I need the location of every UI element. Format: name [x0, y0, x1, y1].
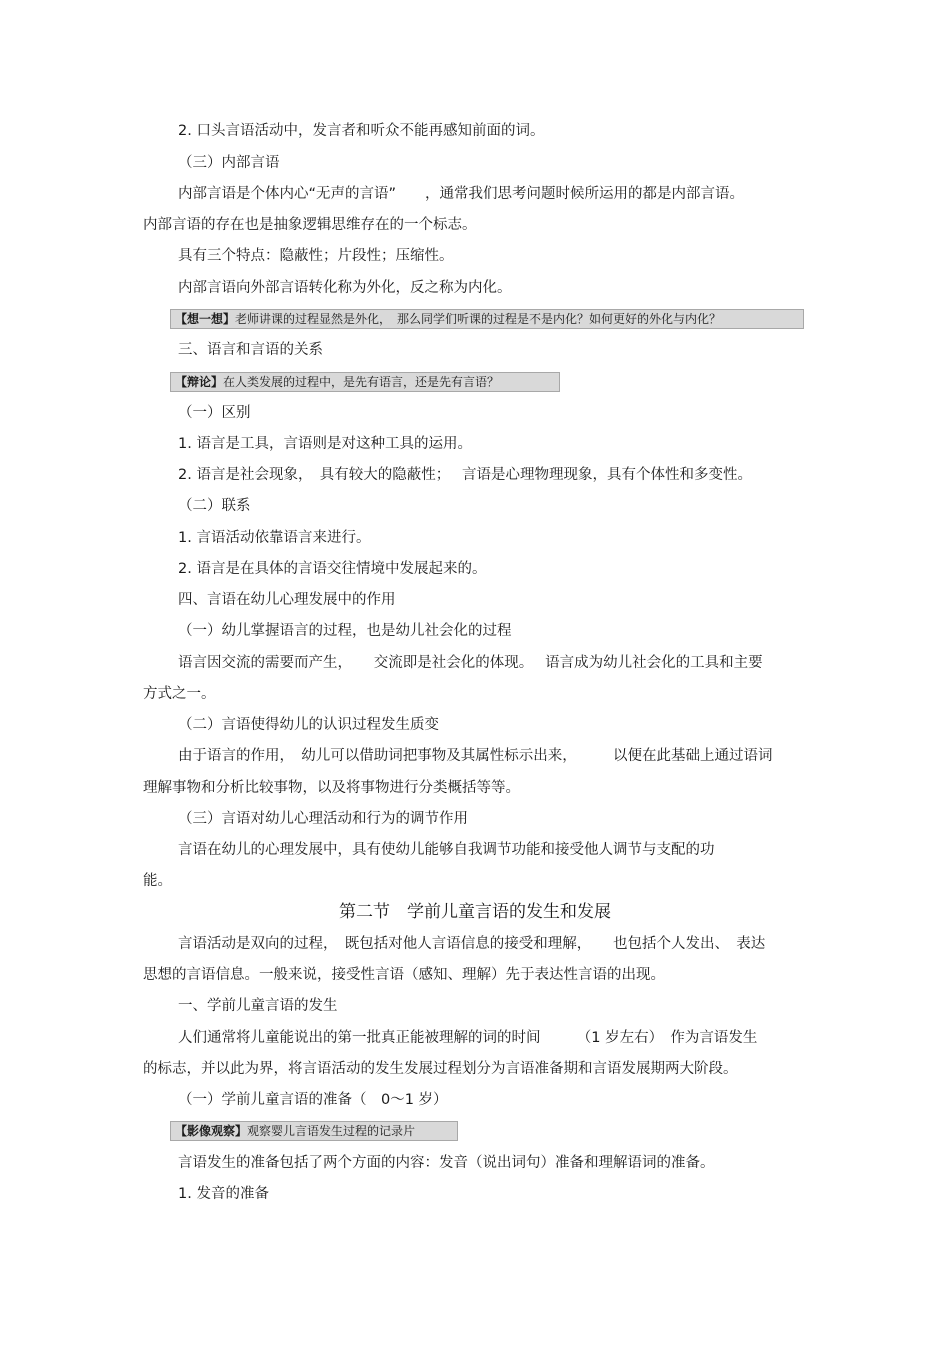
- text-line: 理解事物和分析比较事物，以及将事物进行分类概括等等。: [143, 780, 520, 796]
- heading: 一、学前儿童言语的发生: [178, 998, 338, 1014]
- text-line: 能。: [143, 873, 172, 889]
- text-line: 内部言语的存在也是抽象逻辑思维存在的一个标志。: [143, 217, 477, 233]
- text-line: 言语活动是双向的过程， 既包括对他人言语信息的接受和理解， 也包括个人发出、 表达: [178, 936, 766, 952]
- text-line: 的标志，并以此为界，将言语活动的发生发展过程划分为言语准备期和言语发展期两大阶段。: [143, 1061, 738, 1077]
- subheading: （三）内部言语: [178, 155, 280, 171]
- text-line: 具有三个特点：隐蔽性；片段性；压缩性。: [178, 248, 454, 264]
- callout-tag: 【辩论】: [175, 375, 224, 389]
- debate-callout: [170, 372, 560, 392]
- callout-tag: 【想一想】: [175, 312, 236, 326]
- think-callout: [170, 309, 804, 329]
- text-line: 2. 口头言语活动中，发言者和听众不能再感知前面的词。: [178, 123, 545, 139]
- subheading: （一）学前儿童言语的准备（ 0～1 岁）: [178, 1092, 448, 1108]
- callout-text: 在人类发展的过程中，是先有语言，还是先有言语？: [223, 375, 500, 389]
- subheading: （一）区别: [178, 405, 251, 421]
- subheading: 1. 发音的准备: [178, 1186, 269, 1202]
- callout-text: 老师讲课的过程显然是外化， 那么同学们听课的过程是不是内化？如何更好的外化与内化？: [235, 312, 722, 326]
- text-line: 内部言语是个体内心“无声的言语” ，通常我们思考问题时候所运用的都是内部言语。: [178, 186, 745, 202]
- text-line: 语言因交流的需要而产生， 交流即是社会化的体现。 语言成为幼儿社会化的工具和主要: [178, 655, 763, 671]
- text-line: 言语发生的准备包括了两个方面的内容：发音（说出词句）准备和理解语词的准备。: [178, 1155, 715, 1171]
- subheading: （二）联系: [178, 498, 251, 514]
- subheading: （二）言语使得幼儿的认识过程发生质变: [178, 717, 439, 733]
- video-callout: [170, 1121, 458, 1141]
- callout-tag: 【影像观察】: [175, 1124, 248, 1138]
- text-line: 1. 言语活动依靠语言来进行。: [178, 530, 371, 546]
- heading: 四、言语在幼儿心理发展中的作用: [178, 592, 396, 608]
- heading: 三、语言和言语的关系: [178, 342, 323, 358]
- callout-text: 观察婴儿言语发生过程的记录片: [247, 1124, 416, 1138]
- text-line: 2. 语言是在具体的言语交往情境中发展起来的。: [178, 561, 487, 577]
- text-line: 人们通常将儿童能说出的第一批真正能被理解的词的时间 （1 岁左右） 作为言语发生: [178, 1030, 758, 1046]
- text-line: 言语在幼儿的心理发展中，具有使幼儿能够自我调节功能和接受他人调节与支配的功: [178, 842, 715, 858]
- text-line: 2. 语言是社会现象， 具有较大的隐蔽性； 言语是心理物理现象，具有个体性和多变性。: [178, 467, 753, 483]
- text-line: 思想的言语信息。一般来说，接受性言语（感知、理解）先于表达性言语的出现。: [143, 967, 665, 983]
- text-line: 方式之一。: [143, 686, 216, 702]
- text-line: 内部言语向外部言语转化称为外化，反之称为内化。: [178, 280, 512, 296]
- section-title: 第二节 学前儿童言语的发生和发展: [339, 902, 611, 922]
- text-line: 1. 语言是工具，言语则是对这种工具的运用。: [178, 436, 472, 452]
- subheading: （一）幼儿掌握语言的过程，也是幼儿社会化的过程: [178, 623, 512, 639]
- subheading: （三）言语对幼儿心理活动和行为的调节作用: [178, 811, 468, 827]
- text-line: 由于语言的作用， 幼儿可以借助词把事物及其属性标示出来， 以便在此基础上通过语词: [178, 748, 773, 764]
